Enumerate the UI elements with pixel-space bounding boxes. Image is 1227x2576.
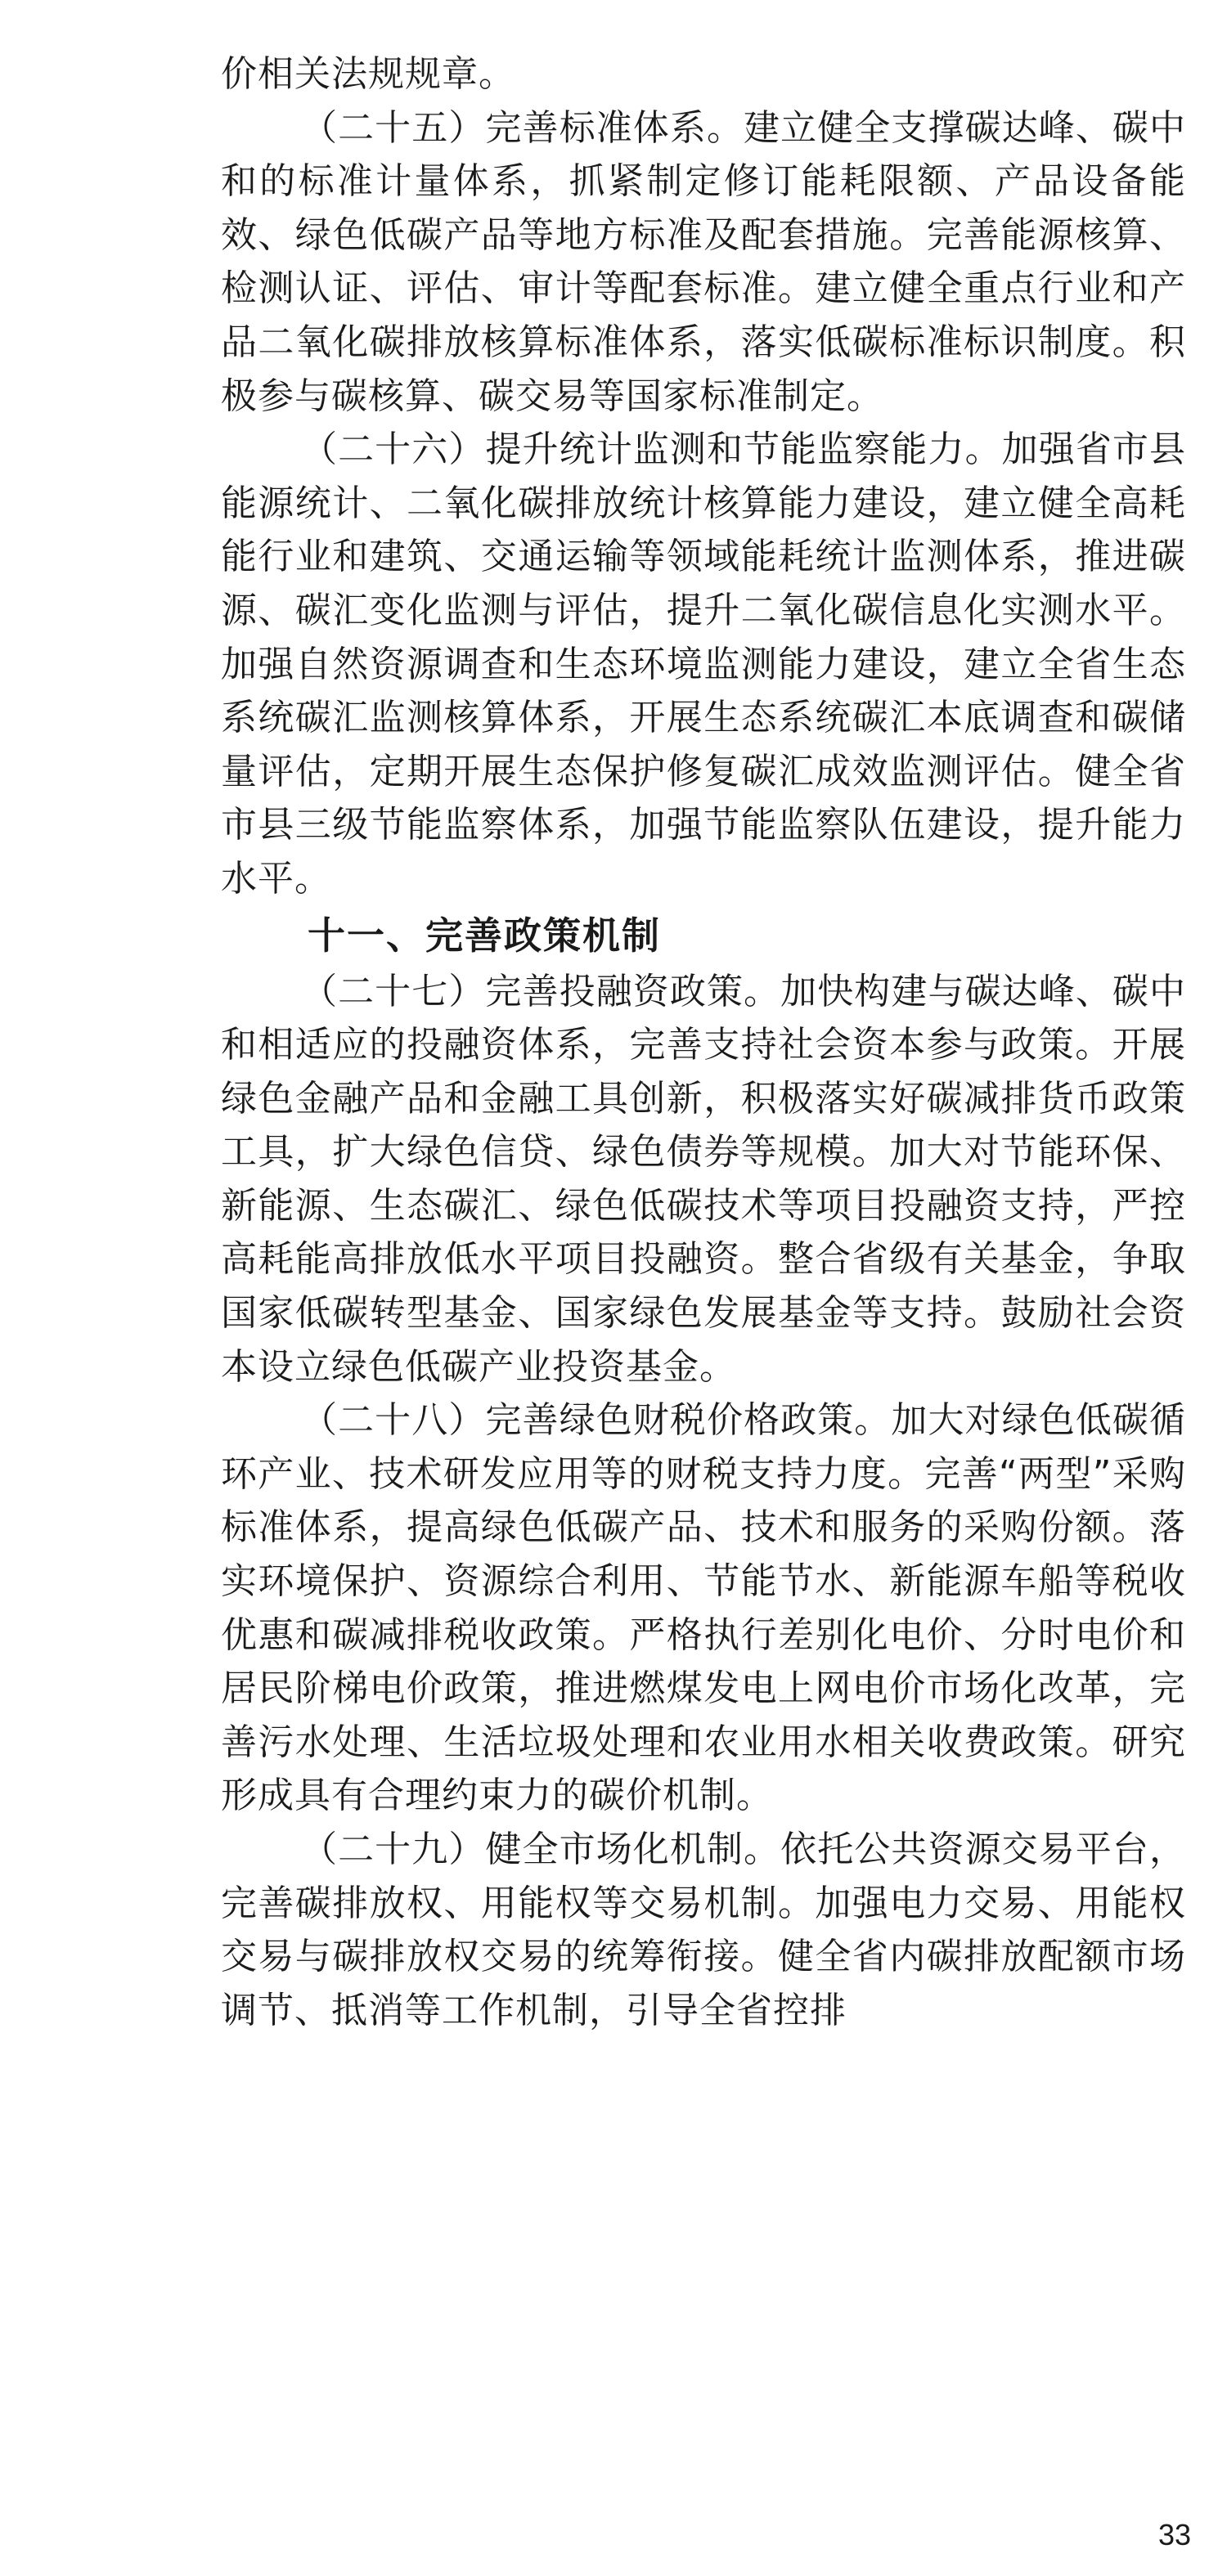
page-number: 33 <box>1157 2518 1191 2551</box>
document-page <box>221 47 1186 2037</box>
paragraph-29-market-mechanism: （二十九）健全市场化机制。依托公共资源交易平台，完善碳排放权、用能权等交易机制。加强电力交易、用能权交易与碳排放权交易的统筹衔接。健全省内碳排放配额市场调节、抵消等工作机制，引导全省控排 <box>221 1829 1186 2031</box>
paragraph-25-standards: （二十五）完善标准体系。建立健全支撑碳达峰、碳中和的标准计量体系，抓紧制定修订能耗限额、产品设备能效、绿色低碳产品等地方标准及配套措施。完善能源核算、检测认证、评估、审计等配套标准。建立健全重点行业和产品二氧化碳排放核算标准体系，落实低碳标准标识制度。积极参与碳核算、碳交易等国家标准制定。 <box>221 106 1186 417</box>
paragraph-continuation: 价相关法规规章。 <box>221 53 515 95</box>
section-heading-11: 十一、完善政策机制 <box>308 913 661 958</box>
paragraph-26-statistics-monitoring: （二十六）提升统计监测和节能监察能力。加强省市县能源统计、二氧化碳排放统计核算能力建设，建立健全高耗能行业和建筑、交通运输等领域能耗统计监测体系，推进碳源、碳汇变化监测与评估，提升二氧化碳信息化实测水平。加强自然资源调查和生态环境监测能力建设，建立全省生态系统碳汇监测核算体系，开展生态系统碳汇本底调查和碳储量评估，定期开展生态保护修复碳汇成效监测评估。健全省市县三级节能监察体系，加强节能监察队伍建设，提升能力水平。 <box>221 429 1186 900</box>
paragraph-27-investment-financing: （二十七）完善投融资政策。加快构建与碳达峰、碳中和相适应的投融资体系，完善支持社会资本参与政策。开展绿色金融产品和金融工具创新，积极落实好碳减排货币政策工具，扩大绿色信贷、绿色债券等规模。加大对节能环保、新能源、生态碳汇、绿色低碳技术等项目投融资支持，严控高耗能高排放低水平项目投融资。整合省级有关基金，争取国家低碳转型基金、国家绿色发展基金等支持。鼓励社会资本设立绿色低碳产业投资基金。 <box>221 970 1186 1388</box>
paragraph-28-fiscal-tax-price: （二十八）完善绿色财税价格政策。加大对绿色低碳循环产业、技术研发应用等的财税支持力度。完善“两型”采购标准体系，提高绿色低碳产品、技术和服务的采购份额。落实环境保护、资源综合利用、节能节水、新能源车船等税收优惠和碳减排税收政策。严格执行差别化电价、分时电价和居民阶梯电价政策，推进燃煤发电上网电价市场化改革，完善污水处理、生活垃圾处理和农业用水相关收费政策。研究形成具有合理约束力的碳价机制。 <box>221 1399 1186 1817</box>
